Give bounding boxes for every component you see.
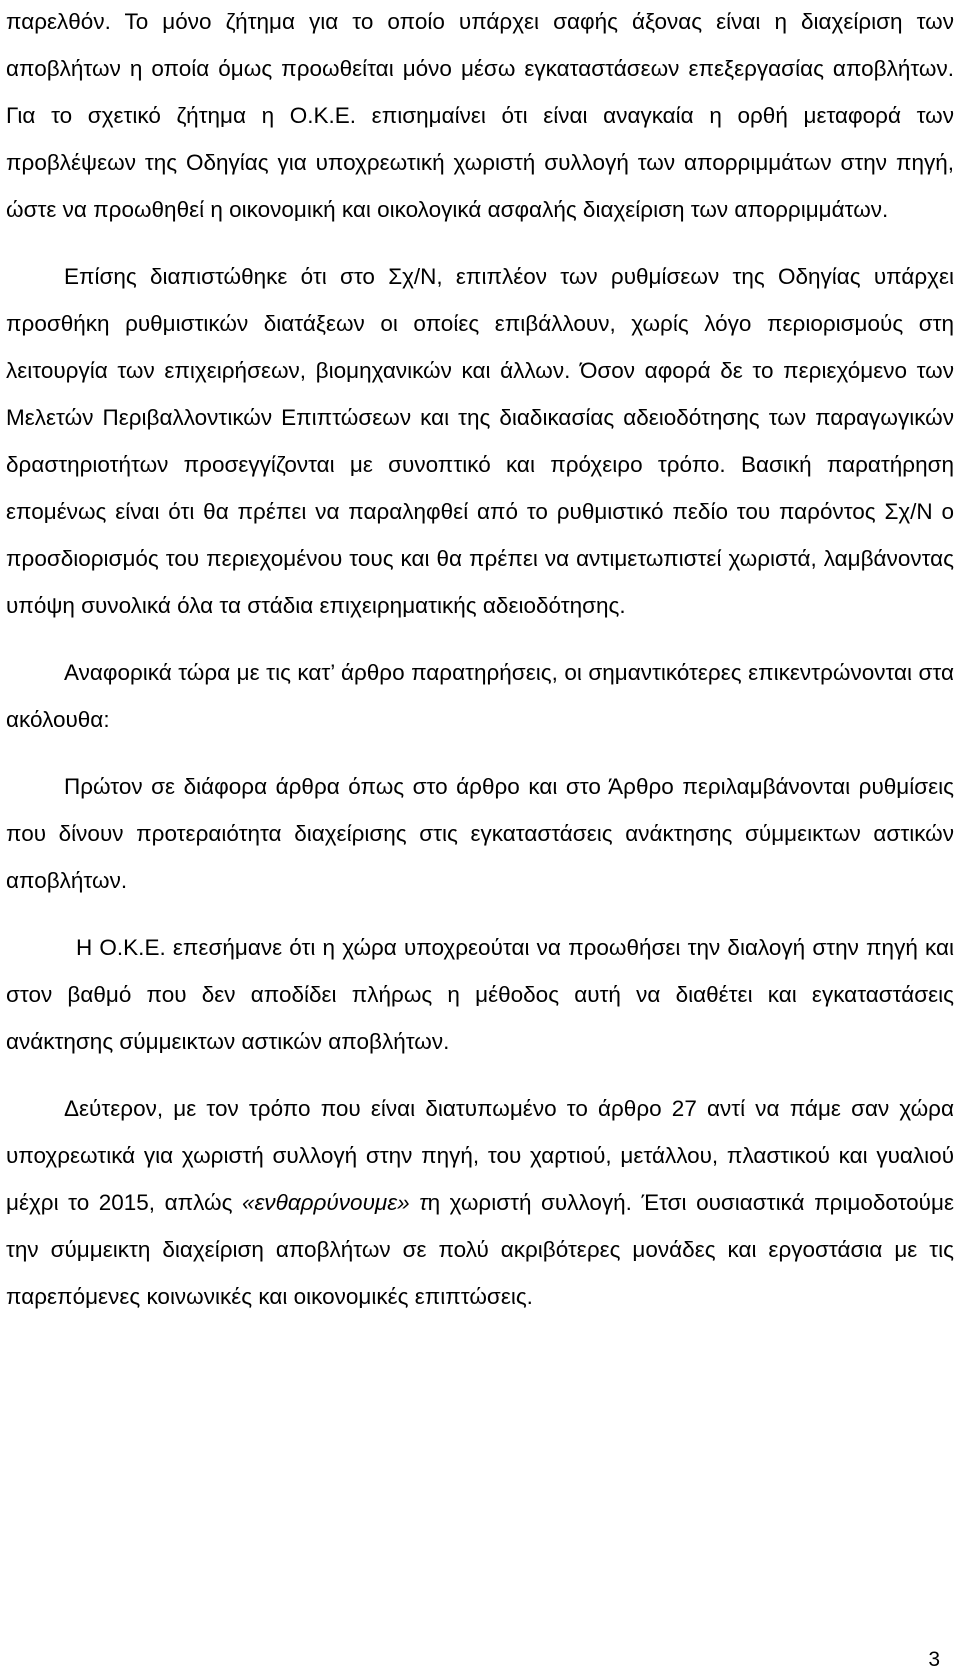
page-number: 3: [928, 1648, 940, 1671]
paragraph-first-point: Πρώτον σε διάφορα άρθρα όπως στο άρθρο και στο Άρθρο περιλαμβάνονται ρυθμίσεις που δίνουν προτεραιότητα διαχείρισης στις εγκαταστάσεις ανάκτησης σύμμεικτων αστικών αποβλήτων.: [6, 774, 954, 893]
paragraph-oke-remark: Η Ο.Κ.Ε. επεσήμανε ότι η χώρα υποχρεούται να προωθήσει την διαλογή στην πηγή και στον βαθμό που δεν αποδίδει πλήρως η μέθοδος αυτή να διαθέτει και εγκαταστάσεις ανάκτησης σύμμεικτων αστικών αποβλήτων.: [6, 935, 954, 1054]
second-point-italic-phrase: «ενθαρρύνουμε» τ: [241, 1190, 428, 1215]
second-point-text-end: η χωριστή συλλογή. Έτσι ουσιαστικά πριμοδοτούμε την σύμμεικτη διαχείριση αποβλήτων σε πολύ ακριβότερες μονάδες και εργοστάσια με τις παρεπόμενες κοινωνικές και οικονομικές επιπτώσεις.: [6, 1190, 954, 1309]
paragraph-waste-management: παρελθόν. Το μόνο ζήτημα για το οποίο υπάρχει σαφής άξονας είναι η διαχείριση των αποβλήτων η οποία όμως προωθείται μόνο μέσω εγκαταστάσεων επεξεργασίας αποβλήτων. Για το σχετικό ζήτημα η Ο.Κ.Ε. επισημαίνει ότι είναι αναγκαία η ορθή μεταφορά των προβλέψεων της Οδηγίας για υποχρεωτική χωριστή συλλογή των απορριμμάτων στην πηγή, ώστε να προωθηθεί η οικονομική και οικολογικά ασφαλής διαχείριση των απορριμμάτων.: [6, 9, 954, 222]
paragraph-regulatory-provisions: Επίσης διαπιστώθηκε ότι στο Σχ/Ν, επιπλέον των ρυθμίσεων της Οδηγίας υπάρχει προσθήκη ρυθμιστικών διατάξεων οι οποίες επιβάλλουν, χωρίς λόγο περιορισμούς στη λειτουργία των επιχειρήσεων, βιομηχανικών και άλλων. Όσον αφορά δε το περιεχόμενο των Μελετών Περιβαλλοντικών Επιπτώσεων και της διαδικασίας αδειοδότησης των παραγωγικών δραστηριοτήτων προσεγγίζονται με συνοπτικό και πρόχειρο τρόπο. Βασική παρατήρηση επομένως είναι ότι θα πρέπει να παραληφθεί από το ρυθμιστικό πεδίο του παρόντος Σχ/Ν ο προσδιορισμός του περιεχομένου τους και θα πρέπει να αντιμετωπιστεί χωριστά, λαμβάνοντας υπόψη συνολικά όλα τα στάδια επιχειρηματικής αδειοδότησης.: [6, 264, 954, 618]
document-body: [6, 0, 954, 1320]
paragraph-second-point: [6, 1085, 954, 1320]
second-point-text-start: Δεύτερον, με τον τρόπο που είναι διατυπωμένο το άρθρο 27 αντί να πάμε σαν χώρα υποχρεωτικά για χωριστή συλλογή στην πηγή, του χαρτιού, μετάλλου, πλαστικού και γυαλιού μέχρι το 2015, απλώς: [6, 1096, 954, 1215]
paragraph-article-remarks-intro: Αναφορικά τώρα με τις κατ’ άρθρο παρατηρήσεις, οι σημαντικότερες επικεντρώνονται στα ακόλουθα:: [6, 660, 954, 732]
